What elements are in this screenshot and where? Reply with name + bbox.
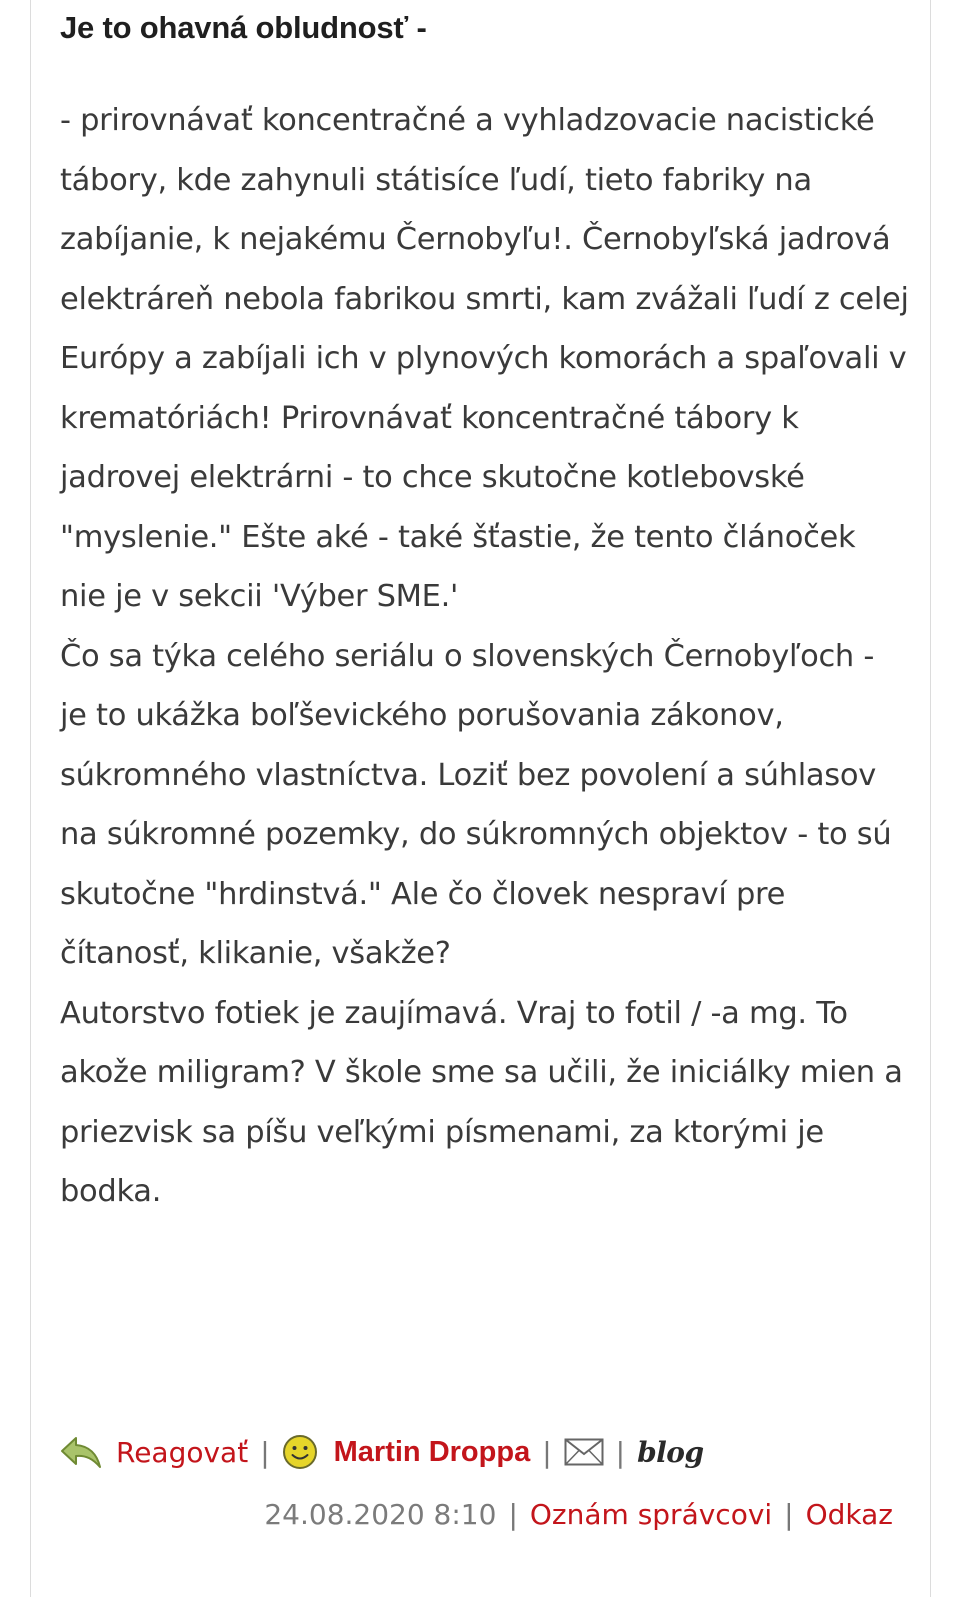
comment-frame-left-border [30,0,31,1597]
report-to-admin-link[interactable]: Oznám správcovi [529,1497,773,1531]
separator: | [615,1435,626,1469]
blog-link[interactable]: blog [637,1435,704,1469]
comment-frame-right-border [930,0,931,1597]
comment-body [60,91,910,1222]
comment-paragraph: - prirovnávať koncentračné a vyhladzovacie nacistické tábory, kde zahynuli státisíce ľudí, tieto fabriky na zabíjanie, k nejakému Černobyľu!. Černobyľská jadrová elektráreň nebola fabrikou smrti, kam zvážali ľudí z celej Európy a zabíjali ich v plynových komorách a spaľovali v krematóriách! Prirovnávať koncentračné tábory k jadrovej elektrárni - to chce skutočne kotlebovské "myslenie." Ešte aké - také šťastie, že tento článoček nie je v sekcii 'Výber SME.' [60,103,909,614]
separator: | [542,1435,552,1469]
smiley-icon [282,1434,318,1470]
comment-title: Je to ohavná obludnosť - [60,10,427,45]
permalink-link[interactable]: Odkaz [805,1497,893,1531]
comment-paragraph: Čo sa týka celého seriálu o slovenských Černobyľoch - je to ukážka boľševického porušovania zákonov, súkromného vlastníctva. Loziť bez povolení a súhlasov na súkromné pozemky, do súkromných objektov - to sú skutočne "hrdinstvá." Ale čo človek nespraví pre čítanosť, klikanie, všakže? [60,638,892,971]
reply-arrow-icon[interactable] [60,1434,102,1470]
comment-meta-bar [264,1492,893,1536]
reply-link[interactable]: Reagovať [116,1435,249,1469]
separator: | [784,1497,794,1531]
comment [60,0,910,1222]
mail-envelope-icon[interactable] [564,1438,604,1466]
separator: | [260,1435,270,1469]
comment-paragraph: Autorstvo fotiek je zaujímavá. Vraj to fotil / -a mg. To akože miligram? V škole sme sa učili, že iniciálky mien a priezvisk sa píšu veľkými písmenami, za ktorými je bodka. [60,995,903,1209]
separator: | [508,1497,518,1531]
comment-actions-bar [60,1430,704,1474]
comment-timestamp: 24.08.2020 8:10 [264,1497,497,1531]
author-name-link[interactable]: Martin Droppa [333,1435,531,1468]
